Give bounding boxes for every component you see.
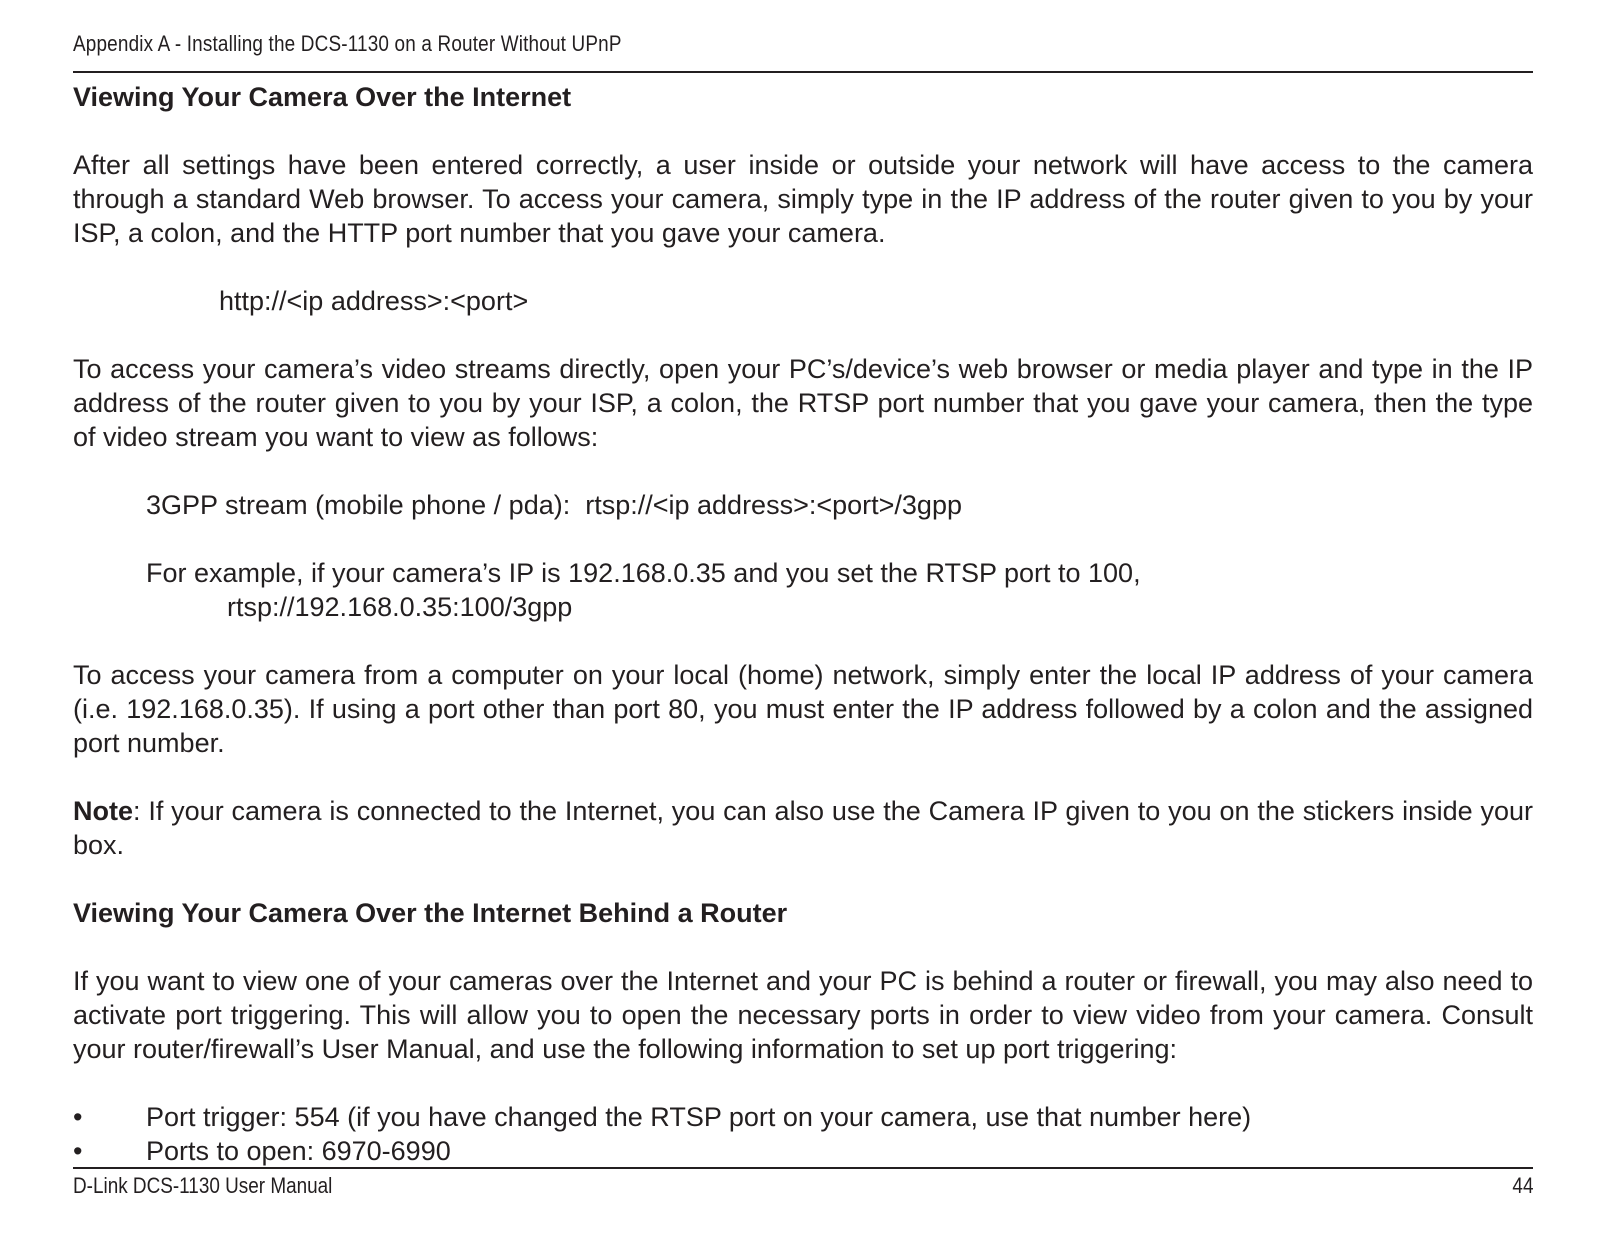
example-line: For example, if your camera’s IP is 192.168.0.35 and you set the RTSP port to 100,: [146, 558, 1141, 588]
footer-rule: [73, 1167, 1533, 1169]
example-url: rtsp://192.168.0.35:100/3gpp: [227, 592, 573, 622]
paragraph-port-triggering: If you want to view one of your cameras over the Internet and your PC is behind a router or firewall, you may also need to activate port triggering. This will allow you to open the necessary ports in order to view video from your camera. Consult your router/firewall’s User Manual, and use the following information to set up port triggering:: [73, 966, 1533, 1064]
bullet-text-ports-open: Ports to open: 6970-6990: [146, 1136, 451, 1166]
page-number: 44: [1511, 1173, 1533, 1198]
spacer: [73, 454, 1533, 488]
list-item: [73, 1100, 1533, 1134]
spacer: [73, 624, 1533, 658]
paragraph-video-streams: To access your camera’s video streams directly, open your PC’s/device’s web browser or media player and type in the IP address of the router given to you by your ISP, a colon, the RTSP port number that you gave your camera, then the type of video stream you want to view as follows:: [73, 354, 1533, 452]
list-item: [73, 1134, 1533, 1168]
header-rule: [73, 71, 1533, 73]
http-url-format: http://<ip address>:<port>: [219, 286, 529, 316]
bullet-text-port-trigger: Port trigger: 554 (if you have changed the RTSP port on your camera, use that number here): [146, 1102, 1252, 1132]
bullet-mark: •: [73, 1102, 83, 1132]
bullet-mark: •: [73, 1136, 83, 1166]
note-label: Note: [73, 796, 133, 826]
spacer: [73, 862, 1533, 896]
spacer: [73, 318, 1533, 352]
note-paragraph: [73, 794, 1533, 862]
running-header: Appendix A - Installing the DCS-1130 on a Router Without UPnP: [73, 31, 622, 56]
spacer: [73, 760, 1533, 794]
page-content: [73, 80, 1533, 1168]
section-heading-internet: Viewing Your Camera Over the Internet: [73, 82, 572, 112]
paragraph-browser-access: After all settings have been entered correctly, a user inside or outside your network will have access to the camera through a standard Web browser. To access your camera, simply type in the IP address of the router given to you by your ISP, a colon, and the HTTP port number that you gave your camera.: [73, 150, 1533, 248]
spacer: [73, 114, 1533, 148]
spacer: [73, 930, 1533, 964]
paragraph-local-access: To access your camera from a computer on your local (home) network, simply enter the local IP address of your camera (i.e. 192.168.0.35). If using a port other than port 80, you must enter the IP address followed by a colon and the assigned port number.: [73, 660, 1533, 758]
note-text: : If your camera is connected to the Internet, you can also use the Camera IP given to you on the stickers inside your box.: [73, 796, 1533, 860]
spacer: [73, 522, 1533, 556]
spacer: [73, 250, 1533, 284]
spacer: [73, 1066, 1533, 1100]
section-heading-behind-router: Viewing Your Camera Over the Internet Behind a Router: [73, 898, 788, 928]
footer-manual-title: D-Link DCS-1130 User Manual: [73, 1173, 333, 1198]
stream-3gpp-line: 3GPP stream (mobile phone / pda): rtsp://<ip address>:<port>/3gpp: [146, 490, 962, 520]
